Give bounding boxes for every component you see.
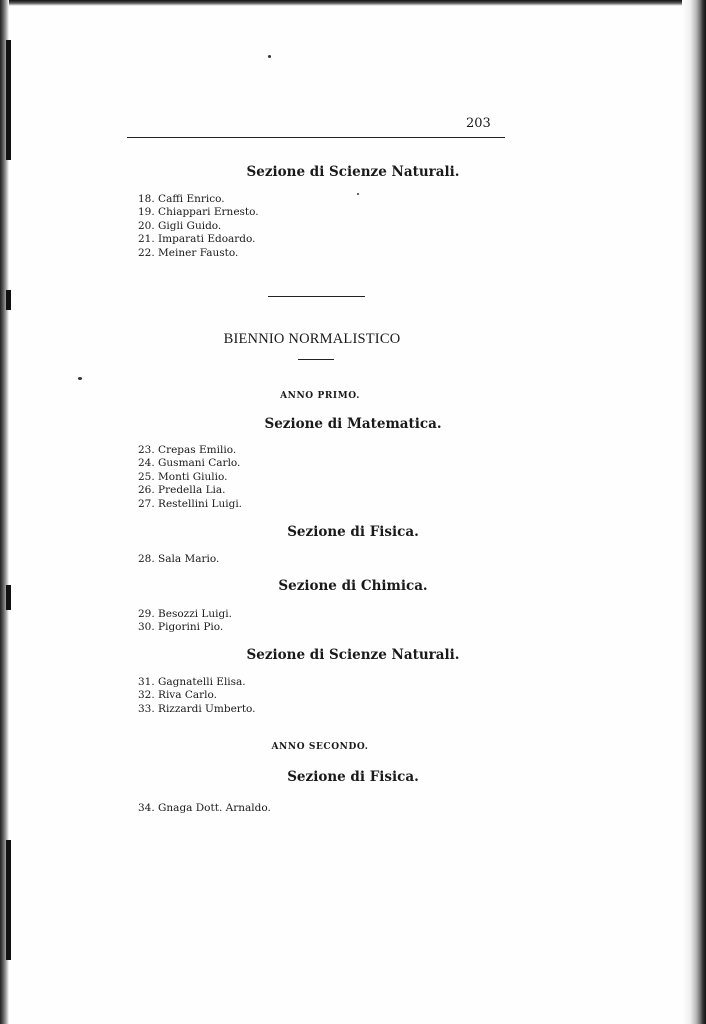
year-label-primo: ANNO PRIMO. (280, 391, 360, 401)
list-item: 31. Gagnatelli Elisa. (138, 676, 246, 688)
list-item: 23. Crepas Emilio. (138, 444, 237, 456)
year-label-secondo: ANNO SECONDO. (271, 742, 369, 752)
list-item: 20. Gigli Guido. (138, 219, 222, 232)
list-item: 33. Rizzardi Umberto. (138, 702, 256, 715)
list-item: 32. Riva Carlo. (138, 689, 217, 702)
list-item: 29. Besozzi Luigi. (138, 608, 232, 620)
divider-rule (268, 296, 365, 297)
biennio-title: BIENNIO NORMALISTICO (223, 331, 401, 347)
student-list (138, 802, 271, 815)
speck (268, 55, 271, 58)
divider-rule-short (298, 359, 334, 360)
list-item: 18. Caffi Enrico. (138, 193, 225, 205)
section-heading-chimica: Sezione di Chimica. (278, 578, 428, 594)
page-number: 203 (466, 116, 491, 131)
scan-edge-right (682, 0, 706, 1024)
section-heading-scienze-naturali: Sezione di Scienze Naturali. (246, 647, 460, 663)
section-heading-fisica: Sezione di Fisica. (287, 524, 419, 540)
student-list (138, 444, 242, 511)
list-item: 27. Restellini Luigi. (138, 497, 243, 510)
speck (78, 377, 82, 380)
list-item: 21. Imparati Edoardo. (138, 233, 256, 246)
student-list (138, 608, 232, 635)
scan-mark (6, 290, 11, 310)
header-rule (127, 137, 505, 138)
list-item: 25. Monti Giulio. (138, 470, 228, 483)
student-list (138, 553, 219, 566)
list-item: 28. Sala Mario. (138, 553, 220, 565)
list-item: 26. Predella Lia. (138, 484, 226, 497)
speck (357, 193, 359, 195)
list-item: 19. Chiappari Ernesto. (138, 206, 259, 219)
list-item: 24. Gusmani Carlo. (138, 457, 241, 470)
scan-mark (6, 40, 11, 160)
section-heading-fisica: Sezione di Fisica. (287, 769, 419, 785)
scan-mark (6, 840, 11, 960)
student-list (138, 193, 259, 260)
scan-edge-top (0, 0, 706, 6)
section-heading-scienze-naturali: Sezione di Scienze Naturali. (246, 164, 460, 180)
student-list (138, 676, 256, 716)
section-heading-matematica: Sezione di Matematica. (264, 416, 442, 432)
list-item: 30. Pigorini Pio. (138, 621, 224, 634)
list-item: 34. Gnaga Dott. Arnaldo. (138, 802, 271, 814)
list-item: 22. Meiner Fausto. (138, 246, 239, 259)
